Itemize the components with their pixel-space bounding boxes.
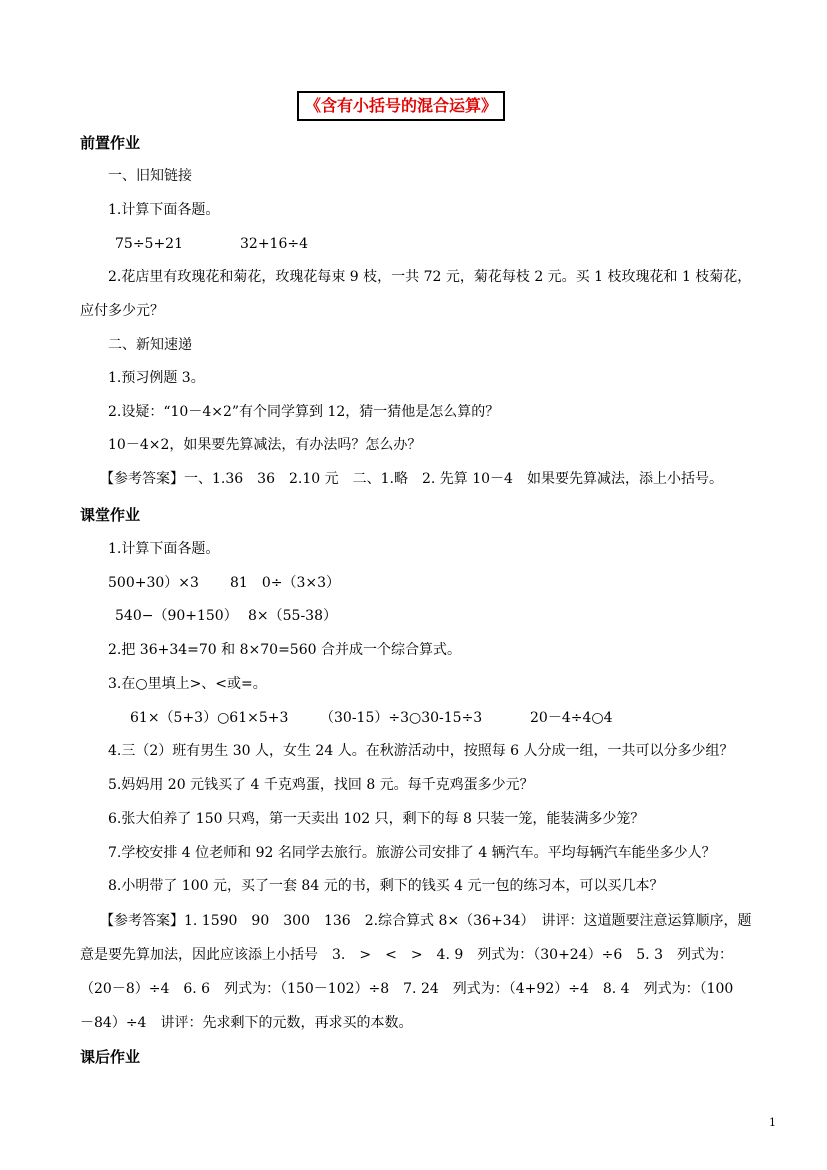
part2-question-1: 1.预习例题 3。 [108,370,205,386]
class-question-2: 2.把 36+34=70 和 8×70=560 合并成一个综合算式。 [108,642,461,658]
section-heading-class: 课堂作业 [80,506,141,524]
part2-question-3: 10－4×2，如果要先算减法，有办法吗？怎么办？ [108,437,422,453]
pre-expr-2: 32+16÷4 [240,236,308,252]
pre-answer: 【参考答案】一、1.36 36 2.10 元 二、1.略 2. 先算 10－4 如果要先算减法，添上小括号。 [100,471,723,487]
pre-question-2-line1: 2.花店里有玫瑰花和菊花，玫瑰花每束 9 枝，一共 72 元，菊花每枝 2 元。买 1 枝玫瑰花和 1 枝菊花， [108,269,752,285]
class-question-6: 6.张大伯养了 150 只鸡，第一天卖出 102 只，剩下的每 8 只装一笼，能装满多少笼？ [108,811,645,827]
class-question-1: 1.计算下面各题。 [108,541,220,557]
class-question-8: 8.小明带了 100 元，买了一套 84 元的书，剩下的钱买 4 元一包的练习本，可以买几本？ [108,878,664,894]
class-question-4: 4.三（2）班有男生 30 人，女生 24 人。在秋游活动中，按照每 6 人分成一组，一共可以分多少组？ [108,743,734,759]
pre-question-2-line2: 应付多少元？ [80,303,164,319]
class-expr-3: 540−（90+150） [115,608,238,624]
class-expr-2: 81 0÷（3×3） [230,575,340,591]
class-answer-line2: 意是要先算加法，因此应该添上小括号 3. > < > 4. 9 列式为：（30+24）÷6 5. 3 列式为： [80,947,733,963]
part2-title: 二、新知速递 [108,337,192,353]
part1-title: 一、旧知链接 [108,168,192,184]
page-number: 1 [769,1116,776,1129]
compare-item-1: 61×（5+3）○61×5+3 [130,710,289,726]
compare-item-2: （30-15）÷3○30-15÷3 [320,710,483,726]
class-answer-line3: （20－8）÷4 6. 6 列式为：（150－102）÷8 7. 24 列式为：（4+92）÷4 8. 4 列式为：（100 [80,981,734,997]
section-heading-pre: 前置作业 [80,134,141,152]
class-answer-line4: －84）÷4 讲评：先求剩下的元数，再求买的本数。 [80,1015,413,1031]
part2-question-2: 2.设疑：“10－4×2”有个同学算到 12，猜一猜他是怎么算的？ [108,404,500,420]
class-question-3: 3.在○里填上>、<或=。 [108,676,267,692]
pre-expr-1: 75÷5+21 [115,236,183,252]
class-answer-line1: 【参考答案】1. 1590 90 300 136 2.综合算式 8×（36+34） 讲评：这道题要注意运算顺序，题 [100,913,752,929]
class-expr-4: 8×（55-38） [248,608,337,624]
pre-question-1: 1.计算下面各题。 [108,202,220,218]
class-question-5: 5.妈妈用 20 元钱买了 4 千克鸡蛋，找回 8 元。每千克鸡蛋多少元？ [108,777,534,793]
page-title: 《含有小括号的混合运算》 [297,91,505,121]
class-question-7: 7.学校安排 4 位老师和 92 名同学去旅行。旅游公司安排了 4 辆汽车。平均每辆汽车能坐多少人？ [108,845,716,861]
section-heading-after: 课后作业 [80,1048,141,1066]
compare-item-3: 20－4÷4○4 [530,710,613,726]
class-expr-1: 500+30）×3 [108,575,199,591]
